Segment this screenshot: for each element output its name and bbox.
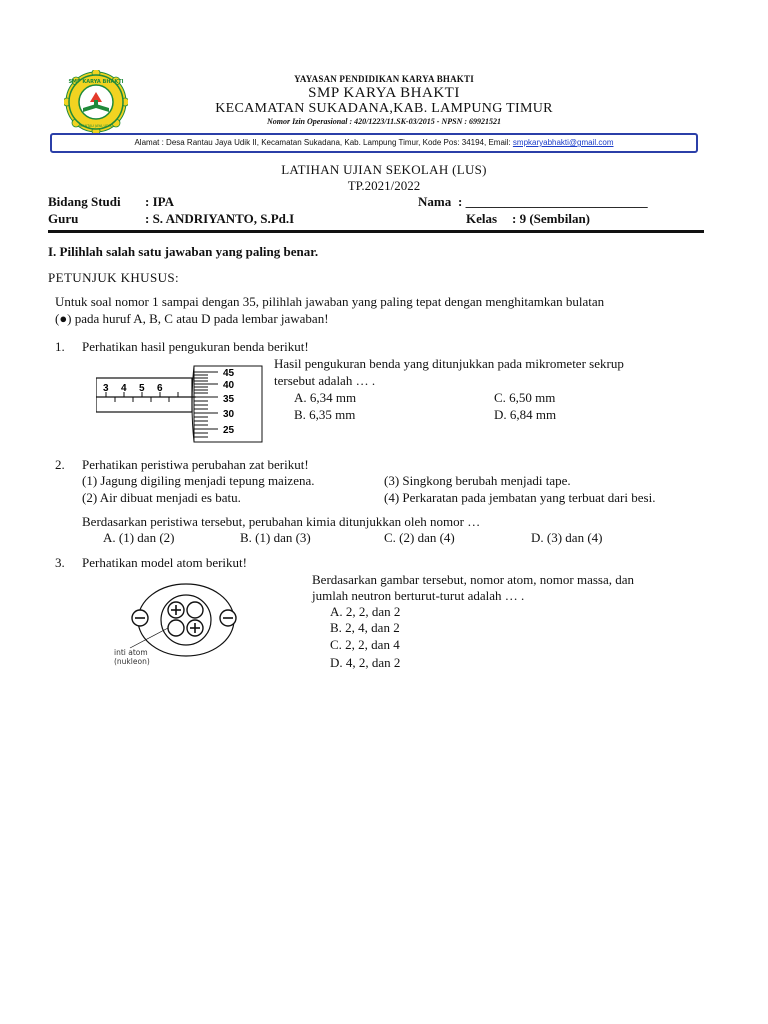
subject-label: Bidang Studi	[48, 194, 121, 209]
list-item: (1) Jagung digiling menjadi tepung maizena.	[82, 473, 315, 488]
option-a[interactable]: A. 2, 2, dan 2	[330, 604, 401, 619]
foundation-name: YAYASAN PENDIDIKAN KARYA BHAKTI	[294, 74, 474, 84]
thimble-scale-label: 40	[223, 380, 235, 391]
exam-year: TP.2021/2022	[347, 178, 421, 193]
list-item: (4) Perkaratan pada jembatan yang terbuat dari besi.	[384, 490, 656, 505]
logo-top-text: SMP KARYA BHAKTI	[68, 79, 124, 85]
header-divider	[48, 230, 704, 233]
list-item: (3) Singkong berubah menjadi tape.	[384, 473, 571, 488]
option-c[interactable]: C. 2, 2, dan 4	[330, 637, 400, 652]
option-d[interactable]: D. 4, 2, dan 2	[330, 655, 401, 670]
address-box	[50, 133, 698, 153]
option-a[interactable]: A. 6,34 mm	[294, 390, 357, 405]
nucleus-label: inti atom	[114, 648, 148, 657]
option-d[interactable]: D. (3) dan (4)	[531, 530, 603, 545]
teacher-value: : S. ANDRIYANTO, S.Pd.I	[145, 211, 295, 226]
main-scale-label: 4	[121, 383, 127, 394]
question-prompt: Perhatikan hasil pengukuran benda berikut!	[82, 339, 309, 354]
main-scale-label: 6	[157, 383, 163, 394]
main-scale-label: 3	[103, 383, 109, 394]
thimble-scale-label: 30	[223, 409, 235, 420]
question-text: Hasil pengukuran benda yang ditunjukkan pada mikrometer sekrup	[274, 356, 624, 371]
option-d[interactable]: D. 6,84 mm	[494, 407, 557, 422]
logo-bottom-text: RANTAU JAYA UDIK	[79, 124, 113, 128]
option-b[interactable]: B. (1) dan (3)	[240, 530, 311, 545]
nucleus-label: (nukleon)	[114, 657, 150, 666]
address-text: Alamat : Desa Rantau Jaya Udik II, Kecamatan Sukadana, Kab. Lampung Timur, Kode Pos: 34194, Email:	[134, 138, 513, 147]
option-c[interactable]: C. (2) dan (4)	[384, 530, 455, 545]
thimble-scale-label: 35	[223, 394, 235, 405]
micrometer-figure	[96, 362, 266, 446]
question-text: tersebut adalah … .	[274, 373, 376, 388]
name-field[interactable]: : ____________________________	[458, 194, 648, 209]
special-instructions-heading: PETUNJUK KHUSUS:	[48, 270, 179, 285]
teacher-label: Guru	[48, 211, 79, 226]
question-text: Berdasarkan gambar tersebut, nomor atom, nomor massa, dan	[312, 572, 635, 587]
section-heading: I. Pilihlah salah satu jawaban yang paling benar.	[48, 244, 319, 259]
option-a[interactable]: A. (1) dan (2)	[103, 530, 175, 545]
option-c[interactable]: C. 6,50 mm	[494, 390, 556, 405]
subject-value: : IPA	[145, 194, 175, 209]
question-prompt: Perhatikan peristiwa perubahan zat berikut!	[82, 457, 309, 472]
thimble-scale-label: 45	[223, 368, 235, 379]
email-link[interactable]: smpkaryabhakti@gmail.com	[512, 138, 614, 147]
school-district: KECAMATAN SUKADANA,KAB. LAMPUNG TIMUR	[215, 101, 553, 116]
atom-model-figure	[110, 578, 244, 672]
instruction-line-1: Untuk soal nomor 1 sampai dengan 35, pilihlah jawaban yang paling tepat dengan menghitamkan bulatan	[55, 294, 605, 309]
school-name: SMP KARYA BHAKTI	[308, 85, 460, 101]
question-number: 3.	[55, 555, 65, 570]
class-label: Kelas	[466, 211, 498, 226]
name-label: Nama	[418, 194, 452, 209]
question-text: jumlah neutron berturut-turut adalah … .	[312, 588, 525, 603]
class-value: : 9 (Sembilan)	[512, 211, 590, 226]
operational-permit: Nomor Izin Operasional : 420/1223/11.SK-03/2015 - NPSN : 69921521	[266, 117, 502, 126]
option-b[interactable]: B. 2, 4, dan 2	[330, 620, 400, 635]
question-number: 2.	[55, 457, 65, 472]
instruction-line-2: (●) pada huruf A, B, C atau D pada lembar jawaban!	[55, 311, 329, 326]
thimble-scale-label: 25	[223, 425, 235, 436]
main-scale-label: 5	[139, 383, 145, 394]
list-item: (2) Air dibuat menjadi es batu.	[82, 490, 241, 505]
question-text: Berdasarkan peristiwa tersebut, perubahan kimia ditunjukkan oleh nomor …	[82, 514, 481, 529]
option-b[interactable]: B. 6,35 mm	[294, 407, 356, 422]
exam-title: LATIHAN UJIAN SEKOLAH (LUS)	[281, 162, 487, 177]
question-number: 1.	[55, 339, 65, 354]
question-prompt: Perhatikan model atom berikut!	[82, 555, 247, 570]
